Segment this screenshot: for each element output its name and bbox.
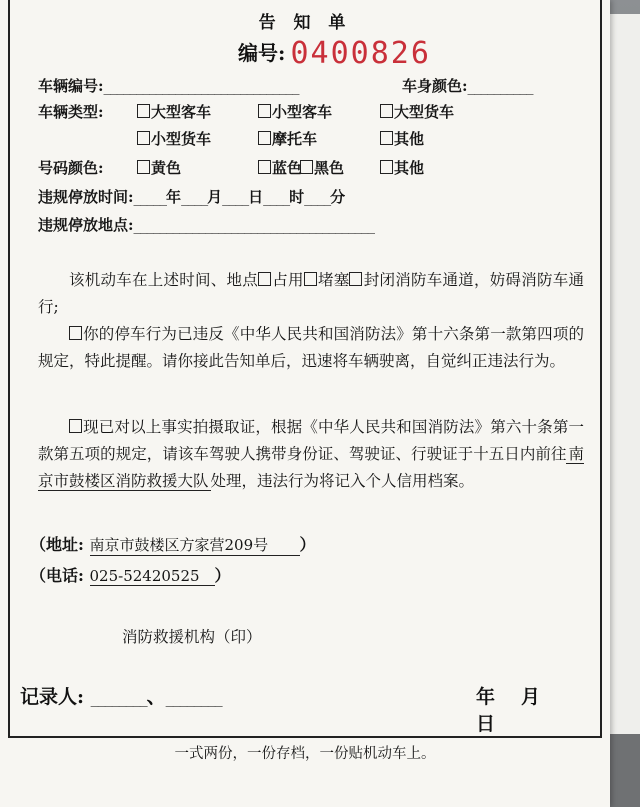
paragraph-warning bbox=[38, 321, 584, 375]
paragraph-text: 该机动车在上述时间、地点 bbox=[69, 271, 258, 289]
checkbox[interactable] bbox=[137, 131, 150, 145]
body-color-label: 车身颜色: bbox=[402, 77, 468, 95]
vehicle-number-blank[interactable]: ______________________________ bbox=[103, 77, 299, 95]
vehicle-type-label: 车辆类型: bbox=[38, 103, 104, 121]
option-label: 其他 bbox=[394, 159, 425, 177]
vehicle-number-label: 车辆编号: bbox=[38, 77, 104, 95]
option-label: 小型货车 bbox=[151, 130, 212, 148]
recorder-row bbox=[20, 682, 222, 709]
phone-label: （电话: bbox=[30, 566, 84, 585]
vehicle-type-option[interactable] bbox=[380, 128, 424, 149]
checkbox[interactable] bbox=[380, 160, 393, 174]
phone-close: ） bbox=[214, 566, 231, 585]
minute-unit: 分 bbox=[330, 188, 346, 206]
option-label: 黄色 bbox=[151, 159, 182, 177]
option-label: 大型货车 bbox=[394, 103, 455, 121]
address-row bbox=[30, 532, 316, 556]
plate-color-label-row bbox=[38, 157, 104, 178]
vehicle-number-row bbox=[38, 75, 299, 96]
body-color-row bbox=[402, 75, 533, 96]
checkbox[interactable] bbox=[258, 272, 271, 286]
checkbox[interactable] bbox=[137, 160, 150, 174]
vehicle-type-option[interactable] bbox=[137, 128, 211, 149]
record-date bbox=[476, 682, 610, 736]
date-day: 日 bbox=[476, 713, 496, 735]
footer-note: 一式两份，一份存档，一份贴机动车上。 bbox=[174, 746, 436, 762]
form-title: 告 知 单 bbox=[258, 13, 352, 33]
checkbox[interactable] bbox=[304, 272, 317, 286]
checkbox[interactable] bbox=[380, 131, 393, 145]
vehicle-type-option[interactable] bbox=[137, 101, 211, 122]
plate-color-option[interactable] bbox=[137, 157, 181, 178]
org-stamp-text: 消防救援机构（印） bbox=[122, 628, 262, 646]
parking-place-row bbox=[38, 214, 374, 235]
date-year: 年 bbox=[476, 686, 496, 708]
year-blank[interactable]: _____ bbox=[133, 188, 167, 206]
option-label: 封闭消防车通道，妨碍消防车通行; bbox=[38, 271, 584, 316]
parking-time-label: 违规停放时间: bbox=[38, 188, 134, 206]
vehicle-type-option[interactable] bbox=[258, 128, 317, 149]
serial-number-row bbox=[238, 36, 431, 70]
month-blank[interactable]: ____ bbox=[181, 188, 208, 206]
day-blank[interactable]: ____ bbox=[222, 188, 249, 206]
recorder-blank-1[interactable]: ________ bbox=[90, 688, 147, 707]
vehicle-type-option[interactable] bbox=[380, 101, 454, 122]
parking-place-label: 违规停放地点: bbox=[38, 216, 134, 234]
handling-unit: 南京市鼓楼区消防救援大队 bbox=[38, 445, 584, 490]
address-value: 南京市鼓楼区方家营209号 bbox=[90, 534, 300, 556]
body-color-blank[interactable]: __________ bbox=[467, 77, 533, 95]
paragraph-evidence bbox=[38, 414, 584, 495]
recorder-separator: 、 bbox=[146, 686, 166, 708]
checkbox[interactable] bbox=[137, 104, 150, 118]
month-unit: 月 bbox=[207, 188, 223, 206]
vehicle-type-option[interactable] bbox=[258, 101, 332, 122]
recorder-blank-2[interactable]: ________ bbox=[165, 688, 222, 707]
plate-color-label: 号码颜色: bbox=[38, 159, 104, 177]
checkbox[interactable] bbox=[258, 131, 271, 145]
paragraph-text: 你的停车行为已违反《中华人民共和国消防法》第十六条第一款第四项的规定，特此提醒。请你接此告知单后，迅速将车辆驶离，自觉纠正违法行为。 bbox=[38, 325, 584, 370]
day-unit: 日 bbox=[248, 188, 264, 206]
paragraph-obstruction bbox=[38, 267, 584, 321]
paragraph-text: 现已对以上事实拍摄取证，根据《中华人民共和国消防法》第六十条第一款第五项的规定，请该车驾驶人携带身份证、驾驶证、行驶证于十五日内前往 bbox=[38, 418, 584, 463]
parking-place-blank[interactable]: _____________________________________ bbox=[133, 216, 375, 234]
checkbox[interactable] bbox=[300, 160, 313, 174]
option-label: 蓝色 bbox=[272, 159, 303, 177]
option-label: 占用 bbox=[271, 271, 304, 289]
option-label: 摩托车 bbox=[272, 130, 318, 148]
address-label: （地址: bbox=[30, 535, 84, 554]
parking-time-row bbox=[38, 186, 345, 207]
minute-blank[interactable]: ____ bbox=[304, 188, 331, 206]
hour-blank[interactable]: ____ bbox=[263, 188, 290, 206]
hour-unit: 时 bbox=[289, 188, 305, 206]
plate-color-option[interactable] bbox=[300, 157, 344, 178]
phone-value: 025-52420525 bbox=[90, 567, 215, 586]
checkbox[interactable] bbox=[69, 326, 82, 340]
checkbox[interactable] bbox=[380, 104, 393, 118]
plate-color-option[interactable] bbox=[380, 157, 424, 178]
paragraph-text: 处理，违法行为将记入个人信用档案。 bbox=[210, 472, 475, 490]
option-label: 黑色 bbox=[314, 159, 345, 177]
option-label: 堵塞 bbox=[317, 271, 350, 289]
serial-label: 编号: bbox=[238, 41, 286, 65]
option-label: 大型客车 bbox=[151, 103, 212, 121]
checkbox[interactable] bbox=[349, 272, 362, 286]
date-month: 月 bbox=[521, 686, 541, 708]
address-close: ） bbox=[299, 535, 316, 554]
checkbox[interactable] bbox=[258, 160, 271, 174]
option-label: 小型客车 bbox=[272, 103, 333, 121]
recorder-label: 记录人: bbox=[20, 686, 85, 708]
checkbox[interactable] bbox=[69, 419, 82, 433]
option-label: 其他 bbox=[394, 130, 425, 148]
checkbox[interactable] bbox=[258, 104, 271, 118]
year-unit: 年 bbox=[166, 188, 182, 206]
phone-row bbox=[30, 563, 231, 586]
vehicle-type-label-row bbox=[38, 101, 104, 122]
plate-color-option[interactable] bbox=[258, 157, 302, 178]
serial-number: 0400826 bbox=[290, 36, 431, 71]
